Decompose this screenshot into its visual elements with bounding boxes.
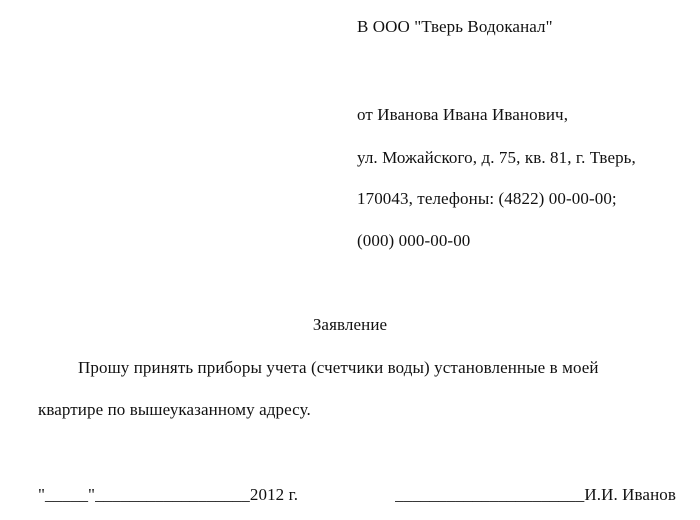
date-field: "_____"__________________2012 г. <box>38 485 299 504</box>
body-line-1: Прошу принять приборы учета (счетчики воды) установленные в моей <box>78 358 599 377</box>
signature-field: ______________________И.И. Иванов <box>395 485 676 504</box>
document-title: Заявление <box>312 315 388 334</box>
sender-postal-phones: 170043, телефоны: (4822) 00-00-00; <box>357 189 617 208</box>
body-line-2: квартире по вышеуказанному адресу. <box>38 400 311 419</box>
sender-street: ул. Можайского, д. 75, кв. 81, г. Тверь, <box>357 148 636 167</box>
addressee: В ООО "Тверь Водоканал" <box>357 17 553 36</box>
sender-name: от Иванова Ивана Иванович, <box>357 105 569 124</box>
sender-phone-2: (000) 000-00-00 <box>357 231 471 250</box>
